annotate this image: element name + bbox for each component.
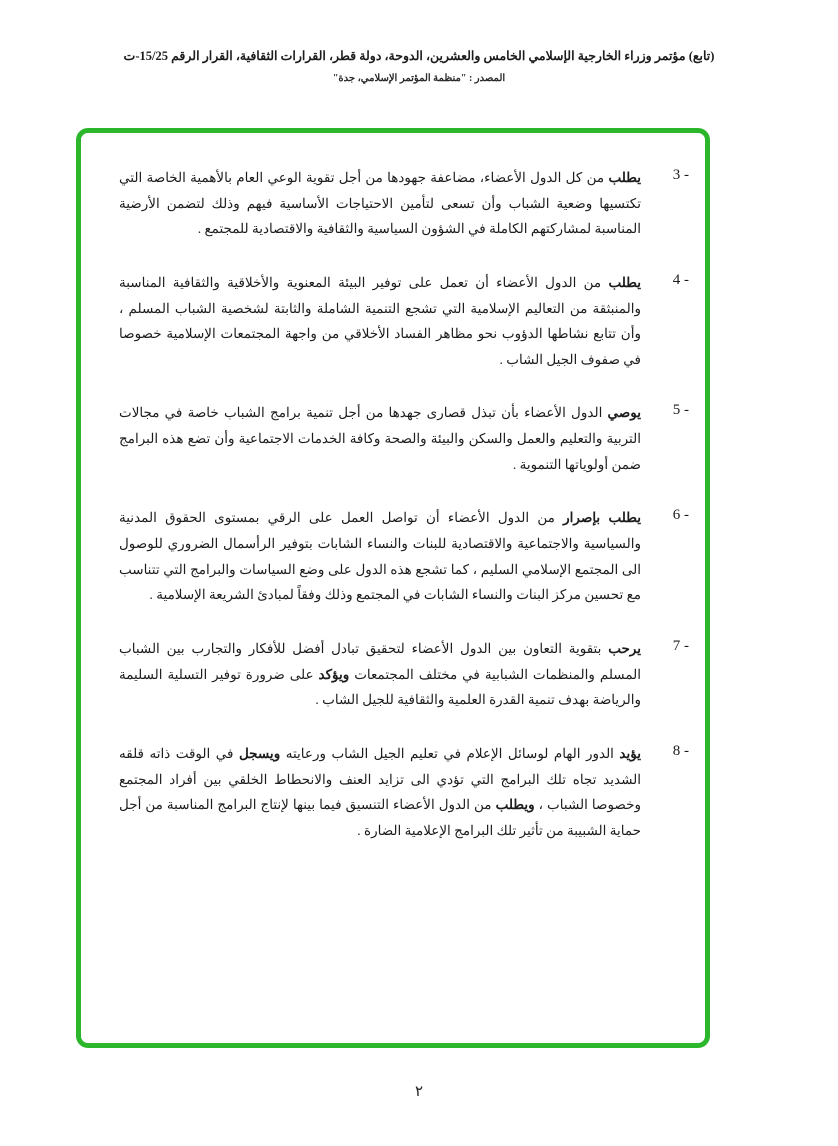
item-number: 4 - [672,271,689,288]
item-number: 6 - [672,507,689,524]
header-title: (تابع) مؤتمر وزراء الخارجية الإسلامي الخامس والعشرين، الدوحة، دولة قطر، القرارات الثقافية، القرار الرقم 15/25-ت [123,49,715,63]
resolution-item [119,505,689,608]
item-number: 8 - [672,742,689,759]
item-number: 5 - [672,402,689,419]
page-number: ٢ [414,1084,424,1100]
item-number: 7 - [672,637,689,654]
resolution-item [119,636,689,713]
resolution-items [119,165,689,843]
header-source: المصدر : "منظمة المؤتمر الإسلامي، جدة" [332,73,506,84]
item-text: يرحب بتقوية التعاون بين الدول الأعضاء لتحقيق تبادل أفضل للأفكار والتجارب بين الشباب المسلم والمنظمات الشبابية في مختلف المجتمعات ويؤكد على ضرورة توفير التسلية السليمة والرياضة بهدف تنمية القدرة العلمية والثقافية للجيل الشاب . [119,640,641,708]
document-header [0,48,838,84]
resolution-item [119,165,689,242]
item-text: يطلب بإصرار من الدول الأعضاء أن تواصل العمل على الرقي بمستوى الحقوق المدنية والسياسية والاجتماعية والاقتصادية للبنات والنساء الشابات بتوفير الرأسمال الضروري للوصول الى المجتمع الإسلامي السليم ، كما تشجع هذه الدول على وضع السياسات والبرامج التي تتناسب مع تحسين مركز البنات والنساء الشابات في المجتمع وذلك وفقاً لمبادئ الشريعة الإسلامية . [119,510,641,603]
resolution-item [119,270,689,373]
item-text: يطلب من كل الدول الأعضاء، مضاعفة جهودها من أجل تقوية الوعي العام بالأهمية الخاصة التي تكتسيها وضعية الشباب وأن تسعى لتأمين الاحتياجات الأساسية فيهم وذلك لتضمن الأرضية المناسبة لمشاركتهم الكاملة في الشؤون السياسية والثقافية والاقتصادية للمجتمع . [119,170,641,237]
resolution-item [119,741,689,844]
item-text: يؤيد الدور الهام لوسائل الإعلام في تعليم الجيل الشاب ورعايته ويسجل في الوقت ذاته قلقه الشديد تجاه تلك البرامج التي تؤدي الى تزايد العنف والانحطاط الخلقي بين أفراد المجتمع وخصوصا الشباب ، ويطلب من الدول الأعضاء التنسيق فيما بينها لإنتاج البرامج المناسبة من أجل حماية الشبيبة من تأثير تلك البرامج الإعلامية الضارة . [119,745,641,838]
resolution-item [119,400,689,477]
item-text: يوصي الدول الأعضاء بأن تبذل قصارى جهدها من أجل تنمية برامج الشباب خاصة في مجالات التربية والتعليم والعمل والسكن والبيئة والصحة وكافة الخدمات الاجتماعية وأن تضع هذه البرامج ضمن أولوياتها التنموية . [119,405,641,472]
item-text: يطلب من الدول الأعضاء أن تعمل على توفير البيئة المعنوية والأخلاقية والثقافية المناسبة والمنبثقة من التعاليم الإسلامية التي تشجع التنمية الشاملة والثابتة لشخصية الشباب المسلم ، وأن تتابع نشاطها الدؤوب نحو مظاهر الفساد الأخلاقي من واجهة المجتمعات الإسلامية خصوصا في صفوف الجيل الشاب . [119,274,641,367]
item-number: 3 - [672,167,689,183]
green-highlight-frame [76,128,710,1048]
